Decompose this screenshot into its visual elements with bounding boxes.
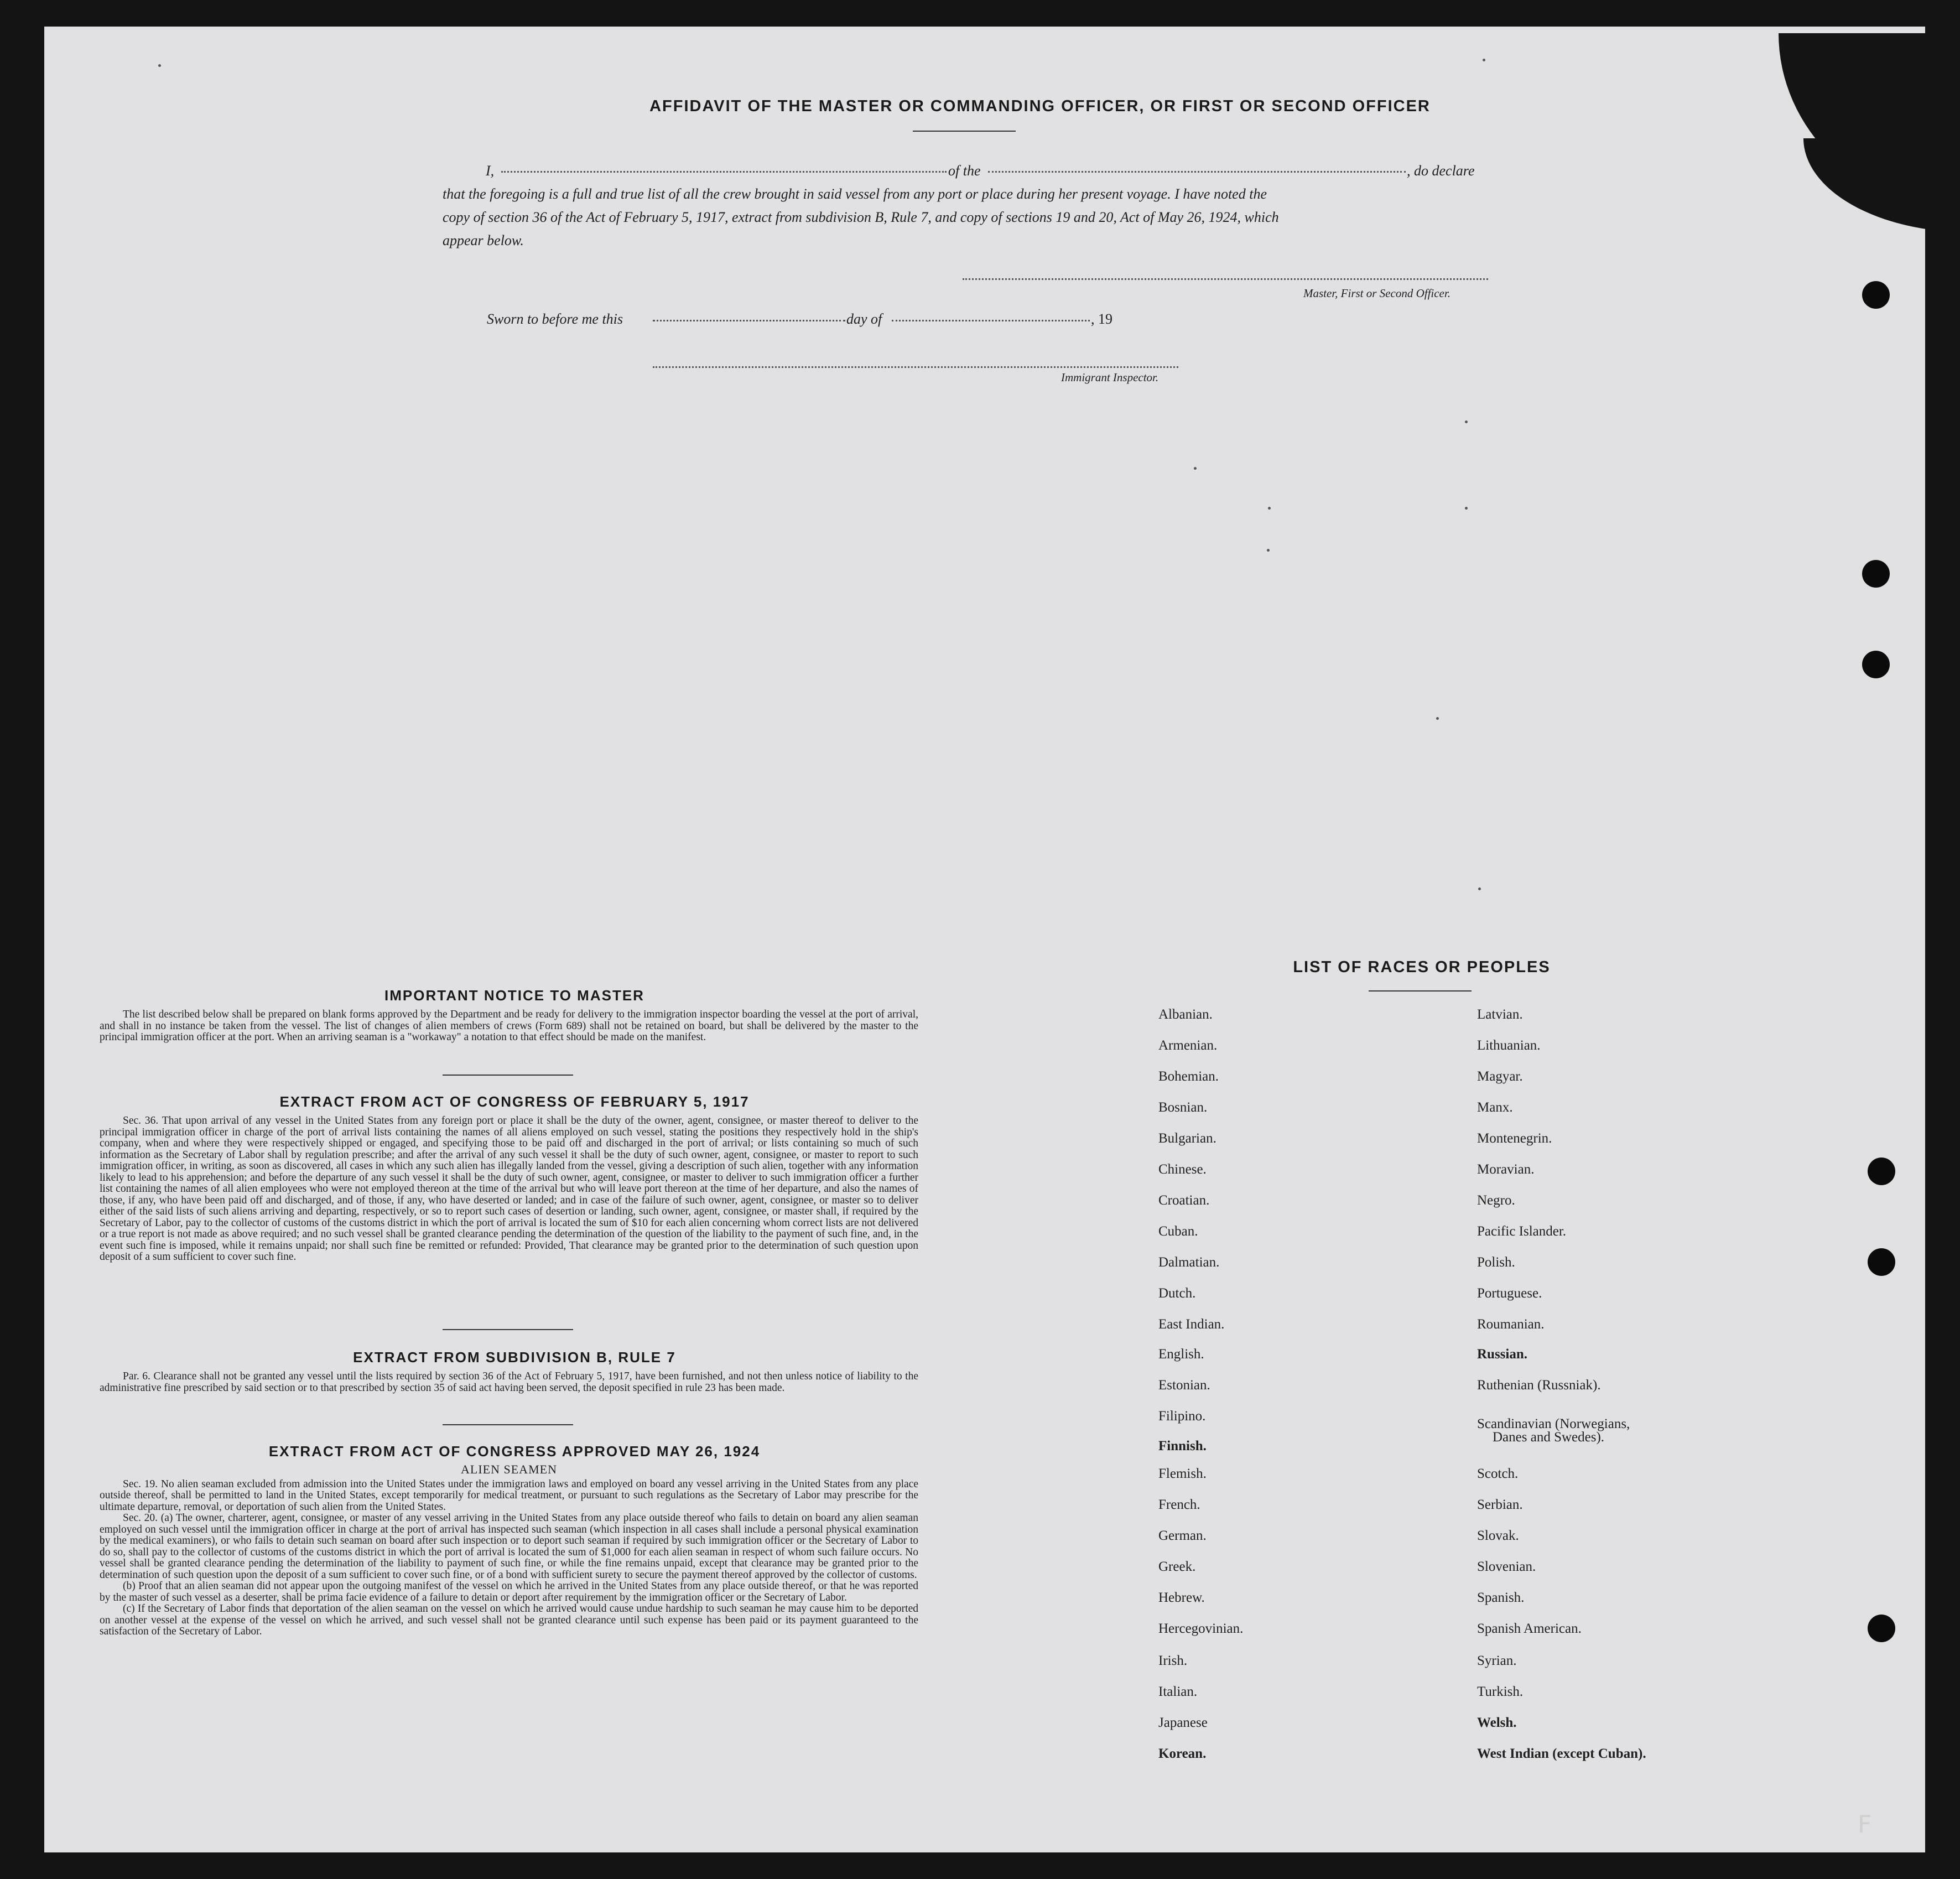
race-item: Welsh. [1477, 1715, 1517, 1730]
affidavit-line-3: copy of section 36 of the Act of February 5, 1917, extract from subdivision B, Rule 7, and copy of sections 19 and 20, Act of May 26, 1924, which [443, 209, 1279, 225]
race-item: Serbian. [1477, 1497, 1523, 1512]
master-signature-line[interactable] [963, 278, 1488, 280]
sworn-prefix: Sworn to before me this [487, 311, 623, 327]
race-item: Negro. [1477, 1193, 1515, 1208]
extract-rule7-block [100, 1371, 918, 1394]
notice-body: The list described below shall be prepared on blank forms approved by the Department and be ready for delivery to the immigration inspector boarding the vessel at the port of arrival, and shall in no instance be taken from the vessel. The list of changes of alien members of crews (Form 689) shall not be retained on board, but shall be delivered by the master to the principal immigration officer at the port. When an arriving seaman is a "workaway" a notation to that effect should be made on the manifest. [100, 1009, 918, 1043]
race-item: Polish. [1477, 1255, 1515, 1270]
extract-1924-sec20c: (c) If the Secretary of Labor finds that deportation of the alien seaman on the vessel on which he arrived would cause undue hardship to such seaman he may cause him to be deported on another vessel at the expense of the vessel on which he arrived, and such vessel shall not be granted clearance until such expense has been paid or its payment guaranteed to the satisfaction of the Secretary of Labor. [100, 1603, 918, 1637]
race-item: Manx. [1477, 1100, 1513, 1115]
race-item: East Indian. [1158, 1317, 1225, 1332]
race-item: Slovenian. [1477, 1559, 1536, 1574]
speck [1194, 467, 1197, 470]
race-item: Ruthenian (Russniak). [1477, 1378, 1601, 1393]
race-item: Irish. [1158, 1653, 1188, 1668]
affidavit-line-2: that the foregoing is a full and true list of all the crew brought in said vessel from any port or place during her present voyage. I have noted the [443, 186, 1267, 202]
sworn-day-of: day of [846, 311, 882, 327]
race-item: Russian. [1477, 1347, 1528, 1362]
race-item: Spanish American. [1477, 1621, 1582, 1636]
race-item: Lithuanian. [1477, 1038, 1541, 1053]
sworn-month-blank[interactable] [892, 320, 1090, 321]
race-item: Danes and Swedes). [1493, 1430, 1605, 1445]
race-item: West Indian (except Cuban). [1477, 1746, 1646, 1761]
extract-1924-block [100, 1464, 918, 1638]
race-item: Armenian. [1158, 1038, 1218, 1053]
race-item: Cuban. [1158, 1224, 1198, 1239]
race-item: Spanish. [1477, 1590, 1525, 1605]
binder-hole [1868, 1157, 1895, 1185]
extract-1917-title: EXTRACT FROM ACT OF CONGRESS OF FEBRUARY 5, 1917 [279, 1093, 750, 1110]
race-item: English. [1158, 1347, 1204, 1362]
race-item: Hercegovinian. [1158, 1621, 1244, 1636]
page-mark: F [1858, 1810, 1872, 1839]
speck [1465, 507, 1468, 510]
race-item: Estonian. [1158, 1378, 1210, 1393]
race-item: Turkish. [1477, 1684, 1524, 1699]
name-blank[interactable] [501, 171, 947, 173]
race-item: Korean. [1158, 1746, 1207, 1761]
binder-hole [1868, 1615, 1895, 1642]
race-item: Italian. [1158, 1684, 1198, 1699]
divider [913, 131, 1016, 132]
extract-1924-sec20b: (b) Proof that an alien seaman did not appear upon the outgoing manifest of the vessel on which he arrived in the United States from any place outside thereof, or that he was reported by the master of such vessel as a deserter, shall be prima facie evidence of a failure to detain or deport after requirement by the immigration officer or the Secretary of Labor. [100, 1580, 918, 1603]
binder-hole [1868, 1248, 1895, 1276]
divider [443, 1329, 573, 1330]
race-item: Japanese [1158, 1715, 1208, 1730]
affidavit-of-the: of the [948, 163, 981, 179]
speck [158, 64, 161, 67]
race-item: Roumanian. [1477, 1317, 1545, 1332]
race-item: Montenegrin. [1477, 1131, 1552, 1146]
race-item: Hebrew. [1158, 1590, 1205, 1605]
race-item: Pacific Islander. [1477, 1224, 1567, 1239]
binder-hole [1862, 281, 1890, 309]
race-item: Slovak. [1477, 1528, 1519, 1543]
speck [1483, 59, 1485, 61]
races-title: LIST OF RACES OR PEOPLES [1293, 958, 1551, 976]
race-item: Bohemian. [1158, 1069, 1219, 1084]
affidavit-title: AFFIDAVIT OF THE MASTER OR COMMANDING OFFICER, OR FIRST OR SECOND OFFICER [649, 97, 1431, 115]
speck [1436, 717, 1439, 720]
inspector-signature-line[interactable] [653, 366, 1178, 368]
speck [1267, 549, 1270, 552]
race-item: Portuguese. [1477, 1286, 1542, 1301]
extract-1924-sec20a: Sec. 20. (a) The owner, charterer, agent, consignee, or master of any vessel arriving in the United States from any place outside thereof who fails to detain on board any alien seaman employed on such vessel until the immigration officer in charge at the port of arrival has inspected such seaman (which inspection in all cases shall include a personal physical examination by the medical examiners), or who fails to detain such seaman on board after such inspection or to deport such seaman if required by such immigration officer or the Secretary of Labor to do so, shall pay to the collector of customs of the customs district in which the port of arrival is located the sum of $1,000 for each alien seaman in respect of whom such failure occurs. No vessel shall be granted clearance pending the determination of the liability to payment of such fine, or while the fine remains unpaid, except that clearance may be granted prior to the determination of such question upon the deposit of a sum sufficient to cover such fine, or of a bond with sufficient surety to secure the payment thereof approved by the collector of customs. [100, 1512, 918, 1581]
race-item: Finnish. [1158, 1439, 1207, 1454]
race-item: French. [1158, 1497, 1200, 1512]
race-item: Bulgarian. [1158, 1131, 1216, 1146]
extract-rule7-title: EXTRACT FROM SUBDIVISION B, RULE 7 [353, 1349, 676, 1366]
extract-rule7-body: Par. 6. Clearance shall not be granted any vessel until the lists required by section 36 of the Act of February 5, 1917, have been furnished, and not then unless notice of liability to the administrative fine prescribed by said section or to that prescribed by section 35 of said act having been served, the deposit specified in rule 23 has been made. [100, 1371, 918, 1394]
divider [443, 1075, 573, 1076]
affidavit-i: I, [486, 163, 495, 179]
vessel-blank[interactable] [988, 171, 1406, 173]
speck [1478, 887, 1481, 890]
affidavit-line-4: appear below. [443, 232, 524, 248]
divider [443, 1424, 573, 1425]
notice-body-block [100, 1009, 918, 1044]
extract-1917-block [100, 1115, 918, 1263]
race-item: Albanian. [1158, 1007, 1213, 1022]
inspector-caption: Immigrant Inspector. [1061, 371, 1159, 384]
binder-hole [1862, 651, 1890, 678]
speck [1465, 421, 1468, 423]
race-item: Syrian. [1477, 1653, 1517, 1668]
binder-hole [1862, 560, 1890, 588]
race-item: Magyar. [1477, 1069, 1523, 1084]
race-item: Flemish. [1158, 1466, 1207, 1481]
master-signature-caption: Master, First or Second Officer. [1303, 287, 1450, 300]
race-item: Scotch. [1477, 1466, 1519, 1481]
notice-title: IMPORTANT NOTICE TO MASTER [384, 987, 644, 1004]
race-item: Bosnian. [1158, 1100, 1208, 1115]
race-item: Scandinavian (Norwegians, [1477, 1416, 1630, 1431]
speck [1268, 507, 1271, 510]
sworn-day-blank[interactable] [653, 320, 845, 321]
race-item: Chinese. [1158, 1162, 1207, 1177]
race-item: Croatian. [1158, 1193, 1210, 1208]
sworn-year: , 19 [1091, 311, 1112, 327]
extract-1924-sec19: Sec. 19. No alien seaman excluded from admission into the United States under the immigration laws and employed on board any vessel arriving in the United States from any place outside thereof, shall be permitted to land in the United States, except temporarily for medical treatment, or pursuant to such regulations as the Secretary of Labor may prescribe for the ultimate departure, removal, or deportation of such alien from the United States. [100, 1478, 918, 1513]
race-item: Filipino. [1158, 1409, 1206, 1424]
extract-1917-body: Sec. 36. That upon arrival of any vessel in the United States from any foreign port or place it shall be the duty of the owner, agent, consignee, or master thereof to deliver to the principal immigration officer in charge of the port of arrival lists containing the names of all aliens employed on such vessel, stating the positions they respectively hold in the ship's company, when and where they were respectively shipped or engaged, and specifying those to be paid off and discharged in the port of arrival; or lists containing so much of such information as the Secretary of Labor shall by regulation prescribe; and after the arrival of any such vessel it shall be the duty of such owner, agent, consignee, or master to report to such immigration officer, in writing, as soon as discovered, all cases in which any such alien has illegally landed from the vessel, giving a description of such alien, together with any information likely to lead to his apprehension; and before the departure of any such vessel it shall be the duty of such owner, agent, consignee, or master to deliver to such immigration officer a further list containing the names of all alien employees who were not employed thereon at the time of the arrival but who will leave port thereon at the time of her departure, and also the names of those, if any, who have been paid off and discharged, and of those, if any, who have deserted or landed; and in case of the failure of such owner, agent, consignee, or master so to deliver either of the said lists of such aliens arriving and departing, respectively, or so to report such cases of desertion or landing, such owner, agent, consignee, or master shall, if required by the Secretary of Labor, pay to the collector of customs of the customs district in which the port of arrival is located the sum of $10 for each alien concerning whom correct lists are not delivered or a true report is not made as above required; and no such vessel shall be granted clearance pending the determination of the question of the liability to the payment of such fine, and, in the event such fine is imposed, while it remains unpaid; nor shall such fine be remitted or refunded: Provided, That clearance may be granted prior to the determination of such question upon deposit of a sum sufficient to cover such fine. [100, 1115, 918, 1263]
race-item: Latvian. [1477, 1007, 1523, 1022]
race-item: Moravian. [1477, 1162, 1535, 1177]
divider [1369, 990, 1472, 992]
race-item: Dalmatian. [1158, 1255, 1220, 1270]
race-item: Greek. [1158, 1559, 1196, 1574]
race-item: Dutch. [1158, 1286, 1196, 1301]
affidavit-do-declare: , do declare [1407, 163, 1475, 179]
extract-1924-subtitle: ALIEN SEAMEN [461, 1462, 557, 1476]
extract-1924-title: EXTRACT FROM ACT OF CONGRESS APPROVED MAY 26, 1924 [268, 1443, 761, 1460]
race-item: German. [1158, 1528, 1207, 1543]
